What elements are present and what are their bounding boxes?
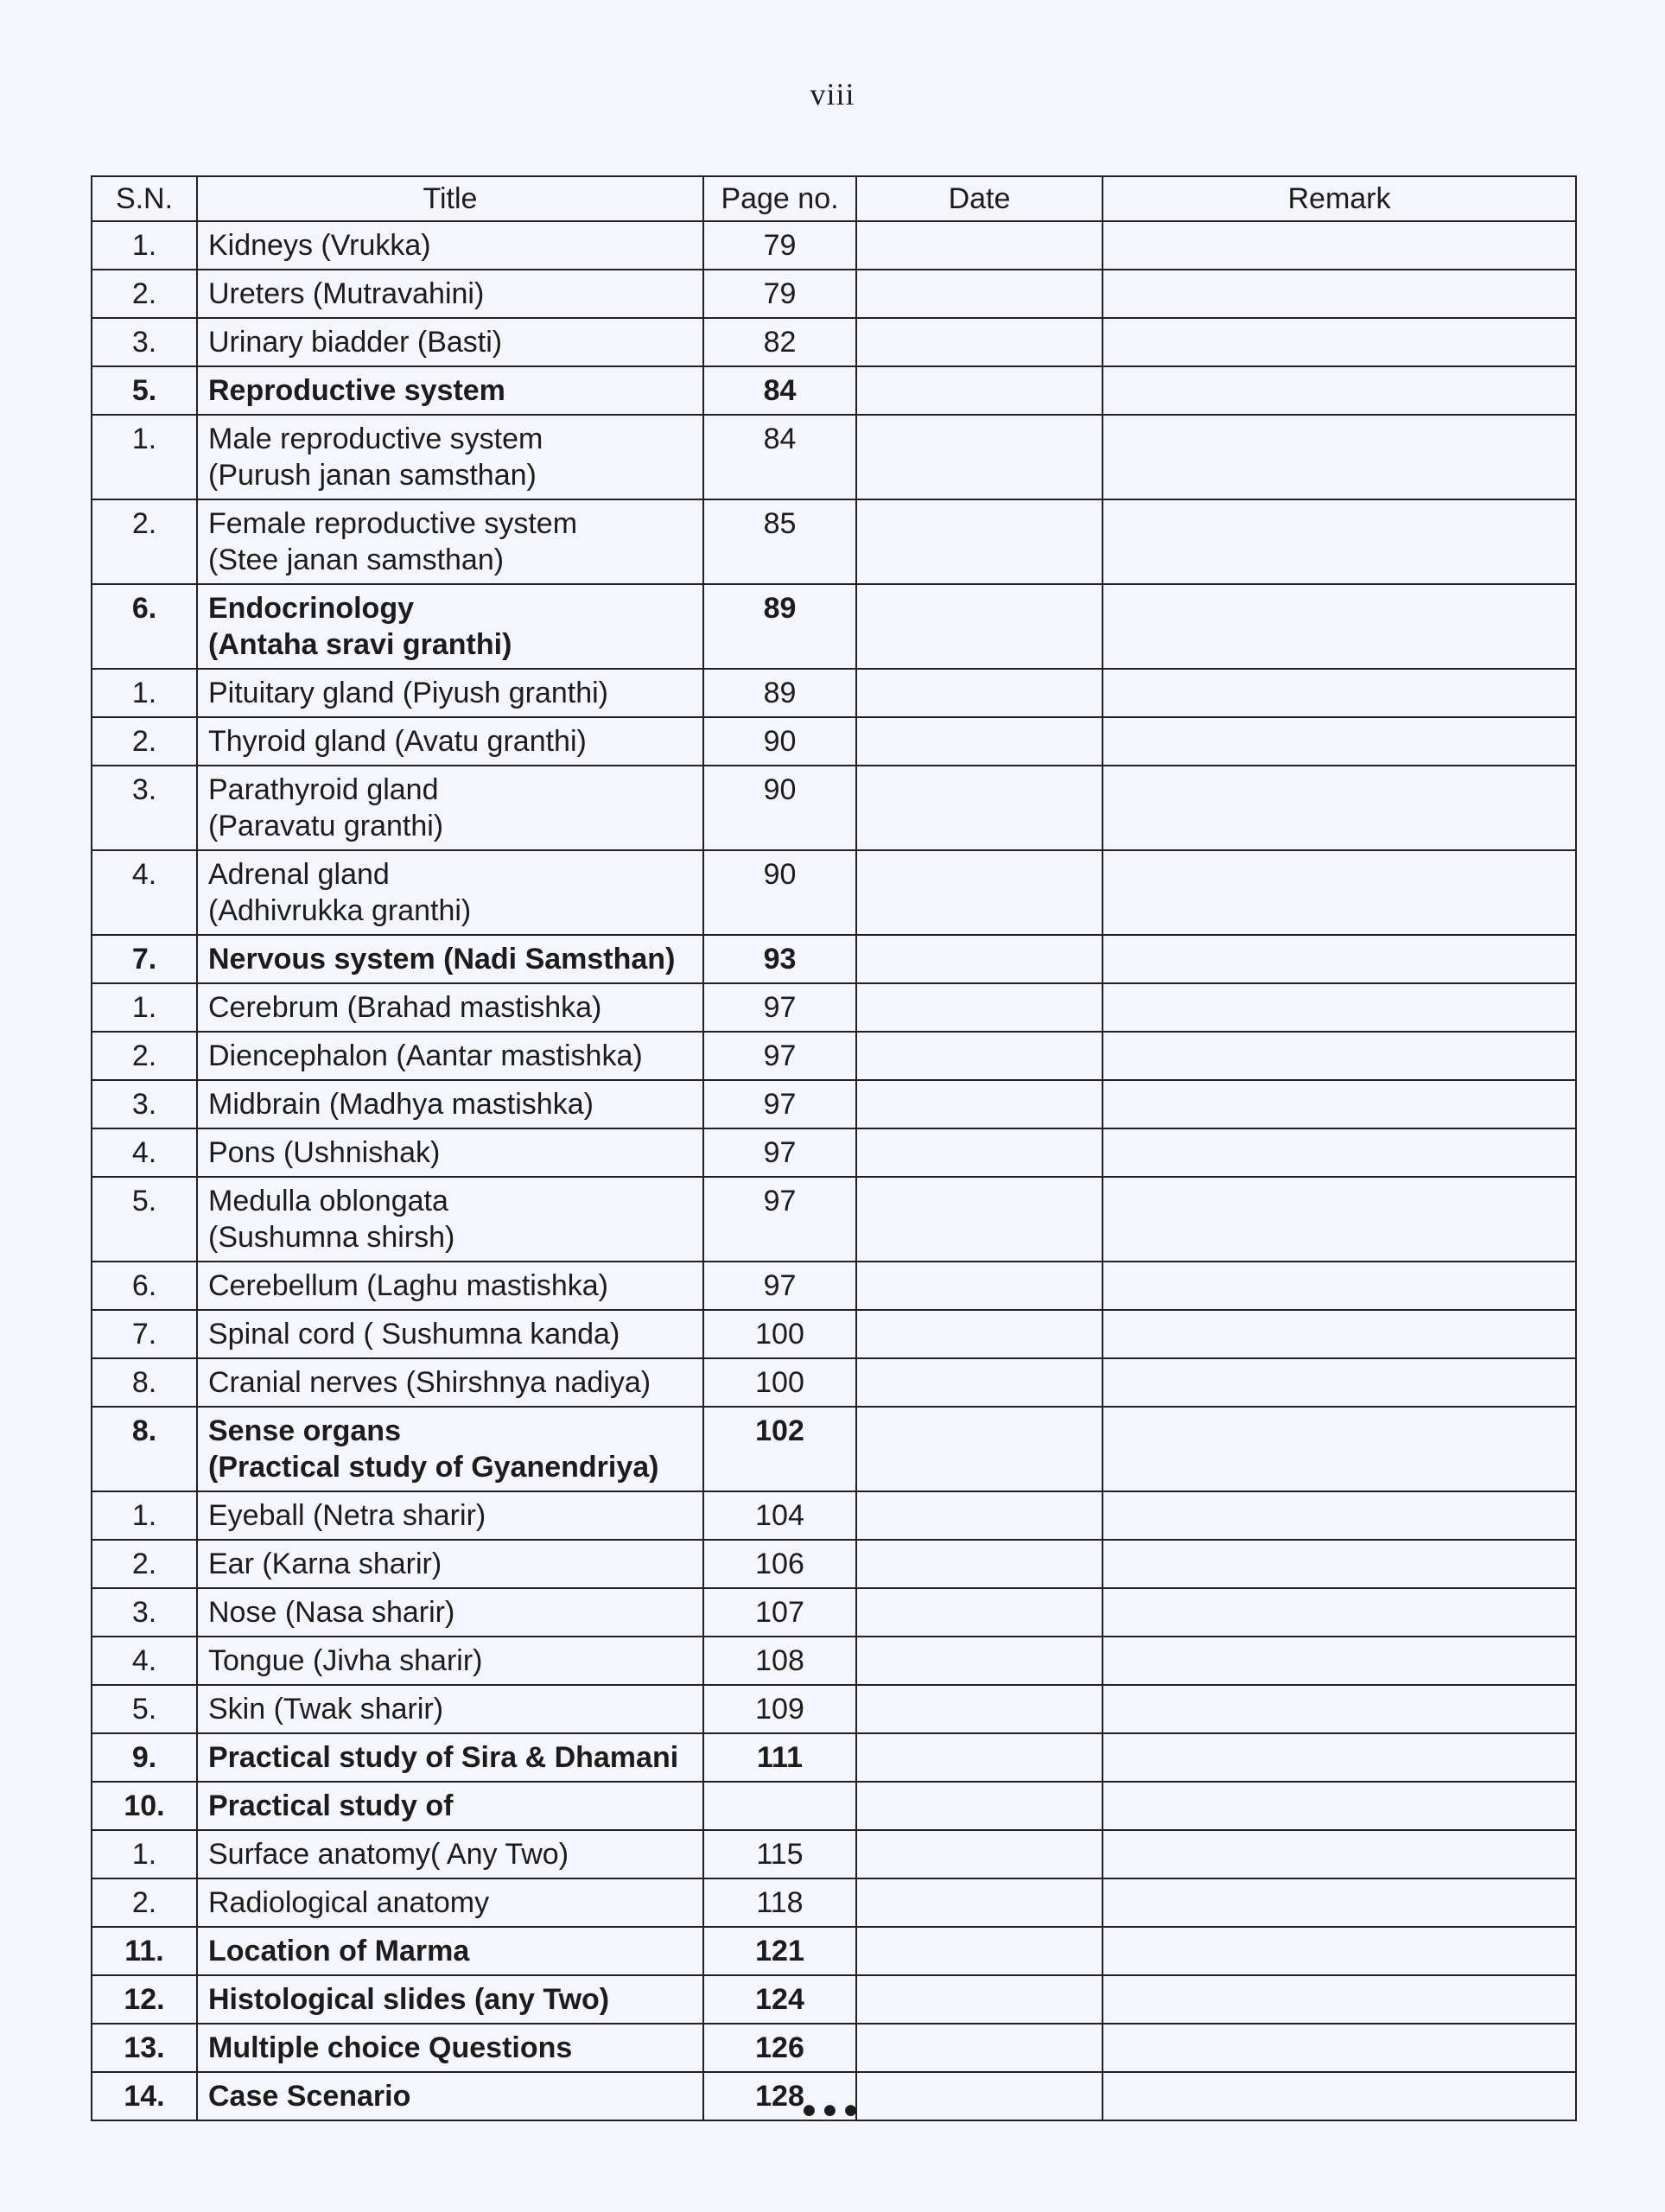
row-date-cell — [856, 1080, 1103, 1128]
row-remark-cell — [1103, 850, 1576, 935]
row-remark-cell — [1103, 1733, 1576, 1782]
row-title-line: (Paravatu granthi) — [208, 810, 444, 842]
row-remark-cell — [1103, 983, 1576, 1032]
row-title — [197, 1310, 703, 1358]
row-title-line: Sense organs — [208, 1414, 401, 1447]
row-page-number: 100 — [703, 1310, 856, 1358]
row-title-line: (Practical study of Gyanendriya) — [208, 1451, 659, 1484]
row-title-line: (Purush janan samsthan) — [208, 459, 537, 492]
table-row — [92, 415, 1576, 499]
row-date-cell — [856, 1782, 1103, 1830]
row-date-cell — [856, 935, 1103, 983]
row-date-cell — [856, 584, 1103, 669]
row-serial-number: 1. — [92, 1830, 197, 1878]
row-title-line: Urinary biadder (Basti) — [208, 326, 503, 359]
row-date-cell — [856, 1878, 1103, 1927]
row-serial-number: 5. — [92, 1685, 197, 1733]
table-row — [92, 1685, 1576, 1733]
row-title — [197, 766, 703, 850]
row-date-cell — [856, 1733, 1103, 1782]
row-title — [197, 1032, 703, 1080]
row-title — [197, 1588, 703, 1637]
row-serial-number: 6. — [92, 1262, 197, 1310]
row-remark-cell — [1103, 1262, 1576, 1310]
row-remark-cell — [1103, 366, 1576, 415]
table-row — [92, 1975, 1576, 2024]
row-serial-number: 14. — [92, 2072, 197, 2120]
row-remark-cell — [1103, 1177, 1576, 1262]
row-title-line: Radiological anatomy — [208, 1886, 490, 1919]
table-row — [92, 2024, 1576, 2072]
row-page-number: 93 — [703, 935, 856, 983]
row-page-number: 108 — [703, 1637, 856, 1685]
row-date-cell — [856, 1975, 1103, 2024]
row-page-number: 106 — [703, 1540, 856, 1588]
row-serial-number: 3. — [92, 318, 197, 366]
row-remark-cell — [1103, 2024, 1576, 2072]
row-serial-number: 1. — [92, 1491, 197, 1540]
row-serial-number: 1. — [92, 221, 197, 270]
row-page-number: 89 — [703, 669, 856, 717]
row-remark-cell — [1103, 318, 1576, 366]
row-title-line: Thyroid gland (Avatu granthi) — [208, 725, 587, 758]
row-page-number: 85 — [703, 499, 856, 584]
row-title — [197, 1733, 703, 1782]
row-serial-number: 7. — [92, 935, 197, 983]
row-remark-cell — [1103, 1310, 1576, 1358]
row-page-number: 118 — [703, 1878, 856, 1927]
row-date-cell — [856, 1588, 1103, 1637]
row-title-line: Eyeball (Netra sharir) — [208, 1499, 486, 1532]
row-title — [197, 1782, 703, 1830]
row-remark-cell — [1103, 270, 1576, 318]
row-title-line: Spinal cord ( Sushumna kanda) — [208, 1318, 620, 1351]
table-row — [92, 1080, 1576, 1128]
row-date-cell — [856, 1685, 1103, 1733]
row-date-cell — [856, 499, 1103, 584]
row-title — [197, 415, 703, 499]
row-page-number: 124 — [703, 1975, 856, 2024]
row-title-line: Case Scenario — [208, 2080, 411, 2113]
row-date-cell — [856, 1358, 1103, 1407]
header-remark: Remark — [1103, 176, 1576, 221]
row-serial-number: 12. — [92, 1975, 197, 2024]
row-title — [197, 1177, 703, 1262]
row-title-line: Kidneys (Vrukka) — [208, 229, 431, 262]
row-title-line: Reproductive system — [208, 374, 505, 407]
row-title — [197, 1685, 703, 1733]
row-remark-cell — [1103, 1685, 1576, 1733]
row-date-cell — [856, 270, 1103, 318]
table-row — [92, 1032, 1576, 1080]
row-serial-number: 3. — [92, 1588, 197, 1637]
table-row — [92, 983, 1576, 1032]
row-title — [197, 1637, 703, 1685]
row-remark-cell — [1103, 1032, 1576, 1080]
row-serial-number: 10. — [92, 1782, 197, 1830]
table-row — [92, 1491, 1576, 1540]
row-page-number: 128 — [703, 2072, 856, 2120]
row-title — [197, 2024, 703, 2072]
row-title-line: Histological slides (any Two) — [208, 1983, 610, 2016]
row-remark-cell — [1103, 1975, 1576, 2024]
table-row — [92, 270, 1576, 318]
header-page: Page no. — [703, 176, 856, 221]
row-page-number: 102 — [703, 1407, 856, 1491]
row-serial-number: 4. — [92, 850, 197, 935]
row-title — [197, 983, 703, 1032]
row-remark-cell — [1103, 669, 1576, 717]
row-serial-number: 7. — [92, 1310, 197, 1358]
row-title-line: Pons (Ushnishak) — [208, 1136, 441, 1169]
row-title-line: Parathyroid gland — [208, 773, 439, 806]
row-remark-cell — [1103, 499, 1576, 584]
row-date-cell — [856, 1927, 1103, 1975]
row-remark-cell — [1103, 1080, 1576, 1128]
row-page-number: 97 — [703, 1177, 856, 1262]
table-row — [92, 584, 1576, 669]
row-title — [197, 366, 703, 415]
row-title — [197, 270, 703, 318]
table-row — [92, 1310, 1576, 1358]
row-page-number: 97 — [703, 1080, 856, 1128]
table-row — [92, 669, 1576, 717]
row-title-line: Tongue (Jivha sharir) — [208, 1644, 483, 1677]
table-row — [92, 850, 1576, 935]
row-page-number: 107 — [703, 1588, 856, 1637]
row-title-line: Nose (Nasa sharir) — [208, 1596, 455, 1629]
row-serial-number: 5. — [92, 366, 197, 415]
row-title — [197, 318, 703, 366]
row-serial-number: 3. — [92, 1080, 197, 1128]
row-title — [197, 1540, 703, 1588]
table-row — [92, 1540, 1576, 1588]
row-remark-cell — [1103, 1588, 1576, 1637]
row-page-number: 79 — [703, 270, 856, 318]
end-ornament: ●●● — [801, 2095, 864, 2124]
row-serial-number: 4. — [92, 1128, 197, 1177]
row-title-line: Cerebrum (Brahad mastishka) — [208, 991, 602, 1024]
row-title-line: Multiple choice Questions — [208, 2031, 573, 2064]
row-remark-cell — [1103, 1407, 1576, 1491]
row-remark-cell — [1103, 221, 1576, 270]
table-row — [92, 221, 1576, 270]
row-title-line: (Stee janan samsthan) — [208, 543, 505, 576]
row-date-cell — [856, 717, 1103, 766]
contents-table — [91, 175, 1577, 2121]
row-page-number: 97 — [703, 1128, 856, 1177]
row-title — [197, 1878, 703, 1927]
table-row — [92, 1262, 1576, 1310]
row-title-line: Skin (Twak sharir) — [208, 1693, 444, 1726]
table-row — [92, 935, 1576, 983]
row-date-cell — [856, 1128, 1103, 1177]
row-date-cell — [856, 766, 1103, 850]
row-title-line: Surface anatomy( Any Two) — [208, 1838, 569, 1871]
table-row — [92, 1733, 1576, 1782]
row-title-line: Adrenal gland — [208, 858, 390, 891]
row-title — [197, 499, 703, 584]
row-remark-cell — [1103, 935, 1576, 983]
row-serial-number: 2. — [92, 499, 197, 584]
row-title-line: Pituitary gland (Piyush granthi) — [208, 677, 609, 709]
row-title — [197, 1128, 703, 1177]
row-title-line: Nervous system (Nadi Samsthan) — [208, 943, 676, 976]
row-title — [197, 221, 703, 270]
row-remark-cell — [1103, 1637, 1576, 1685]
row-page-number: 90 — [703, 850, 856, 935]
row-date-cell — [856, 983, 1103, 1032]
row-serial-number: 2. — [92, 1032, 197, 1080]
row-page-number — [703, 1782, 856, 1830]
row-page-number: 115 — [703, 1830, 856, 1878]
row-page-number: 111 — [703, 1733, 856, 1782]
row-title-line: Cranial nerves (Shirshnya nadiya) — [208, 1366, 651, 1399]
row-remark-cell — [1103, 717, 1576, 766]
row-title-line: Medulla oblongata — [208, 1185, 448, 1217]
row-title-line: Male reproductive system — [208, 423, 543, 455]
row-date-cell — [856, 1032, 1103, 1080]
row-serial-number: 3. — [92, 766, 197, 850]
header-date: Date — [856, 176, 1103, 221]
row-serial-number: 2. — [92, 717, 197, 766]
row-page-number: 79 — [703, 221, 856, 270]
row-date-cell — [856, 1637, 1103, 1685]
row-remark-cell — [1103, 1830, 1576, 1878]
row-serial-number: 13. — [92, 2024, 197, 2072]
table-row — [92, 499, 1576, 584]
row-date-cell — [856, 850, 1103, 935]
row-date-cell — [856, 318, 1103, 366]
row-page-number: 90 — [703, 717, 856, 766]
row-remark-cell — [1103, 1358, 1576, 1407]
row-remark-cell — [1103, 1491, 1576, 1540]
row-page-number: 104 — [703, 1491, 856, 1540]
row-title — [197, 1975, 703, 2024]
table-row — [92, 366, 1576, 415]
row-date-cell — [856, 1177, 1103, 1262]
row-date-cell — [856, 1407, 1103, 1491]
row-page-number: 82 — [703, 318, 856, 366]
header-title: Title — [197, 176, 703, 221]
row-date-cell — [856, 1830, 1103, 1878]
row-page-number: 84 — [703, 366, 856, 415]
row-serial-number: 1. — [92, 669, 197, 717]
row-title — [197, 669, 703, 717]
row-serial-number: 2. — [92, 1878, 197, 1927]
table-row — [92, 1407, 1576, 1491]
row-remark-cell — [1103, 1878, 1576, 1927]
row-serial-number: 9. — [92, 1733, 197, 1782]
row-page-number: 121 — [703, 1927, 856, 1975]
table-row — [92, 1830, 1576, 1878]
table-row — [92, 766, 1576, 850]
table-row — [92, 1177, 1576, 1262]
row-remark-cell — [1103, 1128, 1576, 1177]
row-remark-cell — [1103, 1927, 1576, 1975]
table-row — [92, 1588, 1576, 1637]
row-page-number: 126 — [703, 2024, 856, 2072]
row-title — [197, 935, 703, 983]
row-serial-number: 5. — [92, 1177, 197, 1262]
row-page-number: 109 — [703, 1685, 856, 1733]
row-serial-number: 2. — [92, 1540, 197, 1588]
row-title-line: Ear (Karna sharir) — [208, 1548, 442, 1580]
page-number: viii — [810, 77, 855, 111]
row-date-cell — [856, 415, 1103, 499]
row-date-cell — [856, 1540, 1103, 1588]
row-title-line: Practical study of — [208, 1789, 454, 1822]
row-serial-number: 4. — [92, 1637, 197, 1685]
table-row — [92, 717, 1576, 766]
row-title-line: Practical study of Sira & Dhamani — [208, 1741, 679, 1774]
table-row — [92, 1782, 1576, 1830]
row-serial-number: 8. — [92, 1407, 197, 1491]
row-serial-number: 11. — [92, 1927, 197, 1975]
row-page-number: 89 — [703, 584, 856, 669]
row-page-number: 90 — [703, 766, 856, 850]
row-title-line: Endocrinology — [208, 592, 414, 625]
row-title — [197, 1080, 703, 1128]
row-serial-number: 1. — [92, 983, 197, 1032]
row-title-line: Location of Marma — [208, 1935, 470, 1967]
row-title — [197, 1491, 703, 1540]
row-serial-number: 6. — [92, 584, 197, 669]
row-page-number: 97 — [703, 983, 856, 1032]
row-date-cell — [856, 669, 1103, 717]
row-serial-number: 1. — [92, 415, 197, 499]
row-title — [197, 584, 703, 669]
header-sn: S.N. — [92, 176, 197, 221]
row-title — [197, 717, 703, 766]
row-title — [197, 1358, 703, 1407]
row-page-number: 84 — [703, 415, 856, 499]
row-remark-cell — [1103, 1540, 1576, 1588]
row-title — [197, 850, 703, 935]
table-row — [92, 1878, 1576, 1927]
table-row — [92, 1128, 1576, 1177]
table-body — [92, 221, 1576, 2120]
row-date-cell — [856, 1310, 1103, 1358]
row-remark-cell — [1103, 584, 1576, 669]
row-remark-cell — [1103, 766, 1576, 850]
row-page-number: 97 — [703, 1032, 856, 1080]
table-row — [92, 1637, 1576, 1685]
row-date-cell — [856, 1262, 1103, 1310]
row-title-line: (Antaha sravi granthi) — [208, 628, 512, 661]
row-date-cell — [856, 2024, 1103, 2072]
row-title-line: (Sushumna shirsh) — [208, 1221, 455, 1254]
row-page-number: 97 — [703, 1262, 856, 1310]
row-title — [197, 1262, 703, 1310]
row-title-line: (Adhivrukka granthi) — [208, 894, 472, 927]
row-title-line: Midbrain (Madhya mastishka) — [208, 1088, 594, 1121]
row-remark-cell — [1103, 415, 1576, 499]
row-date-cell — [856, 366, 1103, 415]
row-title-line: Cerebellum (Laghu mastishka) — [208, 1269, 608, 1302]
row-title-line: Female reproductive system — [208, 507, 578, 540]
table-row — [92, 1927, 1576, 1975]
table-row — [92, 318, 1576, 366]
row-page-number: 100 — [703, 1358, 856, 1407]
row-title-line: Ureters (Mutravahini) — [208, 277, 485, 310]
row-title — [197, 1927, 703, 1975]
table-row — [92, 1358, 1576, 1407]
row-serial-number: 8. — [92, 1358, 197, 1407]
row-remark-cell — [1103, 1782, 1576, 1830]
row-date-cell — [856, 221, 1103, 270]
row-date-cell — [856, 1491, 1103, 1540]
row-title — [197, 1407, 703, 1491]
row-serial-number: 2. — [92, 270, 197, 318]
row-title — [197, 1830, 703, 1878]
row-title-line: Diencephalon (Aantar mastishka) — [208, 1039, 643, 1072]
table-header-row — [92, 176, 1576, 221]
